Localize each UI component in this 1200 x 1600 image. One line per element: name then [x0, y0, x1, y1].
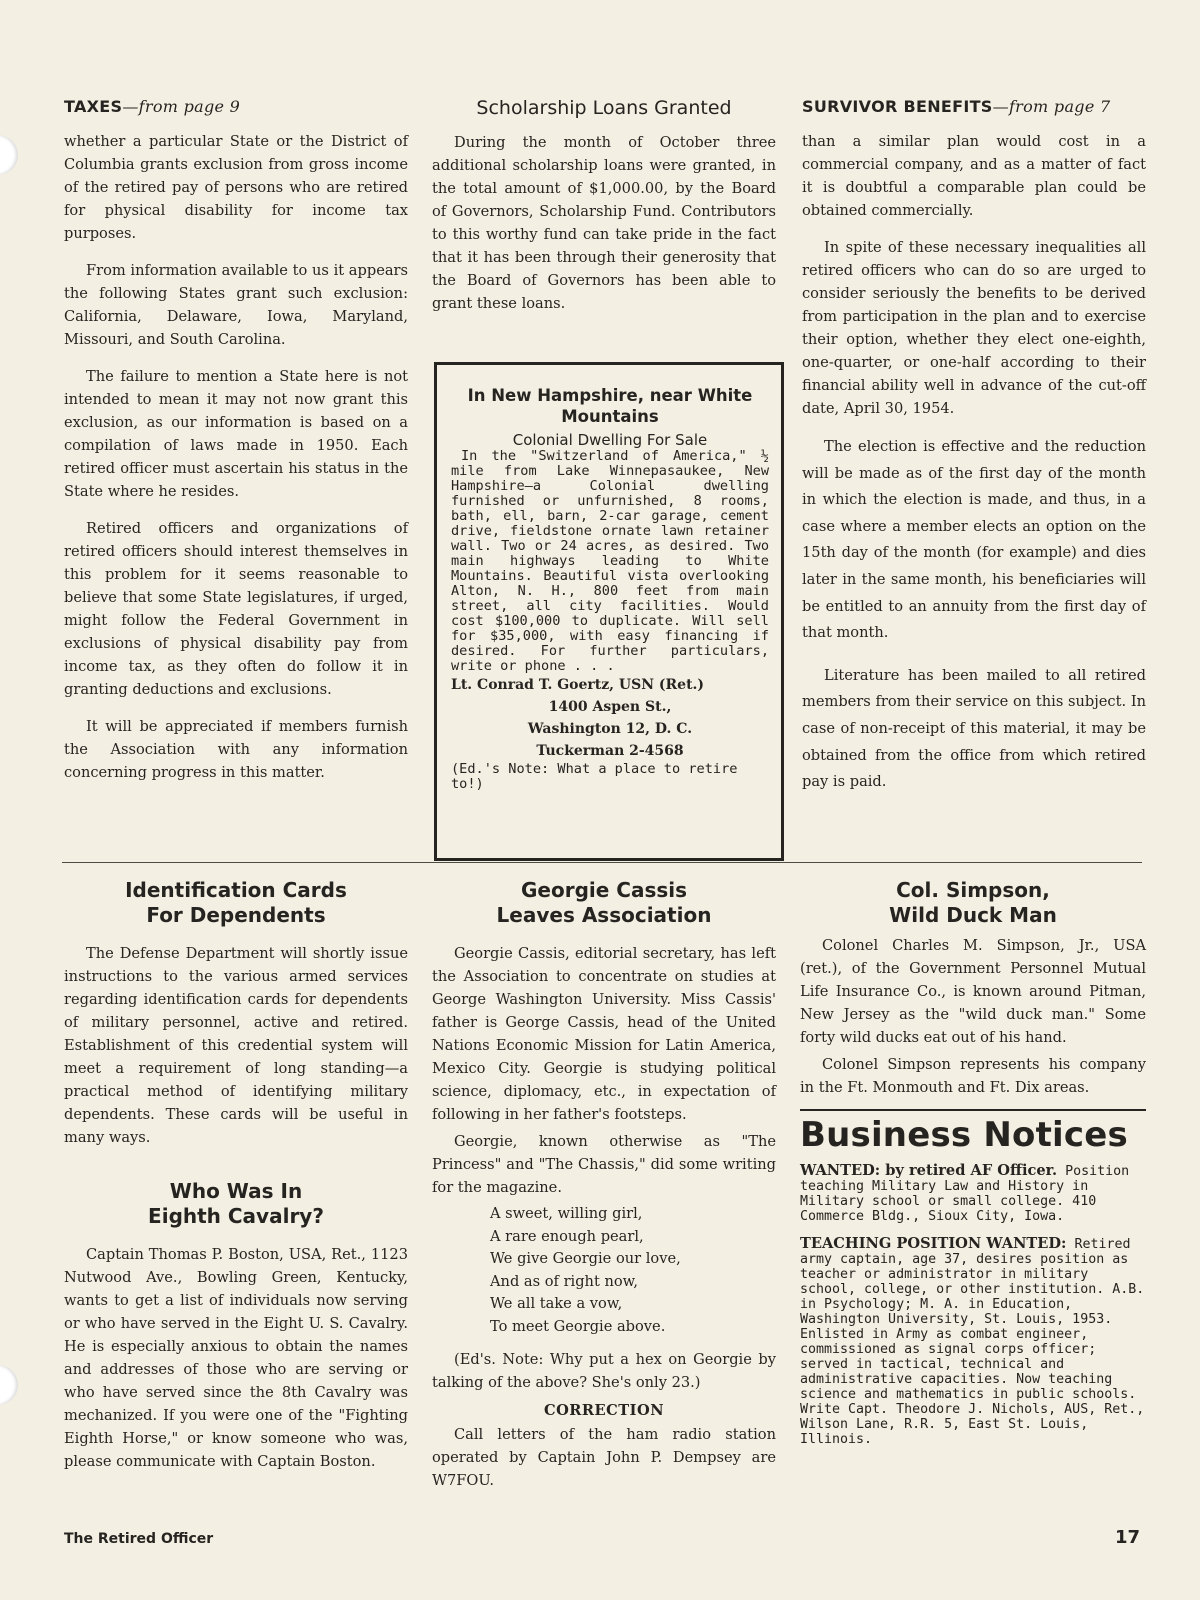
simpson-title	[800, 878, 1146, 928]
publication-name: The Retired Officer	[64, 1531, 214, 1547]
taxes-paragraph: From information available to us it appears the following States grant such exclusion: California, Delaware, Iowa, Maryland, Missouri, and South Carolina.	[64, 262, 408, 348]
business-notices-title: Business Notices	[800, 1109, 1146, 1155]
business-notice-lead: TEACHING POSITION WANTED:	[800, 1235, 1067, 1252]
scholarship-column	[432, 97, 776, 329]
survivor-paragraph: than a similar plan would cost in a commercial company, and as a matter of fact it is doubtful a comparable plan could be obtained commercially.	[802, 133, 1146, 219]
ad-contact-name: Lt. Conrad T. Goertz, USN (Ret.)	[451, 677, 705, 693]
survivor-paragraph: The election is effective and the reduction will be made as of the first day of the month in which the election is made, and thus, in a case where a member elects an option on the 15th day of the month (for example) and dies later in the same month, his beneficiaries will be entitled to an annuity from the first day of that month.	[802, 438, 1146, 642]
survivor-kicker	[802, 97, 1146, 116]
id-cards-title-line: Identification Cards	[125, 878, 347, 902]
scholarship-title: Scholarship Loans Granted	[476, 97, 732, 119]
simpson-title-line: Wild Duck Man	[889, 903, 1057, 927]
taxes-paragraph: It will be appreciated if members furnish the Association with any information concerning progress in this matter.	[64, 718, 408, 781]
business-notice-body: Retired army captain, age 37, desires position as teacher or administrator in military school, college, or other institution. A.B. in Psychology; M. A. in Education, Washington University, St. Louis, 1953. Enlisted in Army as combat engineer, commissioned as signal corps officer; served in tactical, technical and administrative capacities. Now teaching science and mathematics in public schools. Write Capt. Theodore J. Nichols, AUS, Ret., Wilson Lane, R.R. 5, East St. Louis, Illinois.	[800, 1237, 1145, 1447]
binder-hole	[0, 1365, 18, 1405]
survivor-column	[802, 97, 1146, 812]
survivor-paragraph: Literature has been mailed to all retired members from their service on this subject. In case of non-receipt of this material, it may be obtained from the office from which retired pay is paid.	[802, 666, 1146, 791]
poem-line: We give Georgie our love,	[490, 1250, 681, 1267]
cassis-poem	[432, 1203, 776, 1338]
cassis-column	[432, 878, 776, 1506]
ad-body: In the "Switzerland of America," ½ mile from Lake Winnepasaukee, New Hampshire—a Colonial dwelling furnished or unfurnished, 8 rooms, bath, ell, barn, 2-car garage, cement drive, fieldstone ornate lawn retainer wall. Two or 24 acres, as desired. Two main highways leading to White Mountains. Beautiful vista overlooking Alton, N. H., 800 feet from main street, all city facilities. Would cost $100,000 to duplicate. Will sell for $35,000, with easy financing if desired. For further particulars, write or phone . . .	[451, 448, 769, 674]
taxes-paragraph: Retired officers and organizations of retired officers should interest themselves in this problem for it seems reasonable to believe that some State legislatures, if urged, might follow the Federal Government in exclusions of physical disability pay from income tax, as they often do follow it in granting deductions and exclusions.	[64, 520, 408, 698]
survivor-from-page: —from page 7	[992, 97, 1111, 116]
poem-line: We all take a vow,	[490, 1295, 623, 1312]
simpson-paragraph: Colonel Charles M. Simpson, Jr., USA (ret.), of the Government Personnel Mutual Life Insurance Co., is known around Pitman, New Jersey as the "wild duck man." Some forty wild ducks eat out of his hand.	[800, 937, 1146, 1046]
poem-line: And as of right now,	[490, 1272, 639, 1290]
taxes-from-page: —from page 9	[122, 97, 241, 116]
poem-line: A sweet, willing girl,	[490, 1205, 643, 1222]
id-cards-title-line: For Dependents	[146, 903, 326, 927]
survivor-label: SURVIVOR BENEFITS	[802, 97, 993, 116]
id-cards-column	[64, 878, 408, 1487]
business-notice	[800, 1236, 1146, 1447]
simpson-title-line: Col. Simpson,	[896, 878, 1050, 902]
scholarship-paragraph: During the month of October three additional scholarship loans were granted, in the total amount of $1,000.00, by the Board of Governors, Scholarship Fund. Contributors to this worthy fund can take pride in the fact that it has been through their generosity that the Board of Governors has been able to grant these loans.	[432, 134, 776, 312]
correction-paragraph: Call letters of the ham radio station operated by Captain John P. Dempsey are W7FOU.	[432, 1426, 776, 1489]
taxes-column	[64, 97, 408, 798]
taxes-kicker	[64, 97, 408, 116]
cassis-paragraph: Georgie Cassis, editorial secretary, has left the Association to concentrate on studies at George Washington University. Miss Cassis' father is George Cassis, head of the United Nations Economic Mission for Latin America, Mexico City. Georgie is studying political science, diplomacy, etc., in expectation of following in her father's footsteps.	[432, 945, 776, 1123]
taxes-paragraph: The failure to mention a State here is not intended to mean it may not now grant this exclusion, as our information is based on a compilation of laws made in 1950. Each retired officer must ascertain his status in the State where he resides.	[64, 368, 408, 500]
correction-heading: CORRECTION	[543, 1402, 665, 1419]
poem-line: To meet Georgie above.	[490, 1317, 666, 1335]
ad-address-line: Washington 12, D. C.	[527, 721, 693, 737]
cavalry-title-line: Eighth Cavalry?	[148, 1204, 324, 1228]
ad-headline: In New Hampshire, near White Mountains	[467, 386, 753, 426]
simpson-column	[800, 878, 1146, 1459]
business-notice	[800, 1163, 1146, 1224]
id-cards-paragraph: The Defense Department will shortly issue instructions to the various armed services regarding identification cards for dependents of military personnel, active and retired. Establishment of this credential system will meet a requirement of long standing—a practical method of identifying military dependents. These cards will be useful in many ways.	[64, 945, 408, 1146]
cavalry-title	[64, 1179, 408, 1229]
taxes-paragraph: whether a particular State or the District of Columbia grants exclusion from gross income of the retired pay of persons who are retired for physical disability for income tax purposes.	[64, 133, 408, 242]
survivor-paragraph: In spite of these necessary inequalities all retired officers who can do so are urged to consider seriously the benefits to be derived from participation in the plan and to exercise their option, whether they elect one-eighth, one-quarter, or one-half according to their financial ability well in advance of the cut-off date, April 30, 1954.	[802, 239, 1146, 417]
cassis-editor-note: (Ed's. Note: Why put a hex on Georgie by talking of the above? She's only 23.)	[432, 1351, 776, 1391]
section-divider	[62, 862, 1142, 863]
ad-editor-note: (Ed.'s Note: What a place to retire to!)	[451, 761, 738, 792]
ad-phone: Tuckerman 2-4568	[536, 743, 684, 759]
ad-address-line: 1400 Aspen St.,	[548, 699, 672, 715]
cassis-paragraph: Georgie, known otherwise as "The Princess" and "The Chassis," did some writing for the magazine.	[432, 1133, 776, 1196]
cassis-title-line: Leaves Association	[496, 903, 712, 927]
binder-hole	[0, 135, 18, 175]
cassis-title-line: Georgie Cassis	[520, 878, 688, 902]
ad-subhead: Colonial Dwelling For Sale	[512, 431, 708, 449]
business-notice-body: Position teaching Military Law and History in Military school or small college. 410 Commerce Bldg., Sioux City, Iowa.	[800, 1164, 1130, 1224]
cassis-title	[432, 878, 776, 928]
taxes-label: TAXES	[64, 97, 123, 116]
simpson-paragraph: Colonel Simpson represents his company in the Ft. Monmouth and Ft. Dix areas.	[800, 1056, 1146, 1096]
poem-line: A rare enough pearl,	[490, 1227, 644, 1245]
cavalry-paragraph: Captain Thomas P. Boston, USA, Ret., 1123 Nutwood Ave., Bowling Green, Kentucky, wants to get a list of individuals now serving or who have served in the Eight U. S. Cavalry. He is especially anxious to obtain the names and addresses of those who are serving or who have served since the 8th Cavalry was mechanized. If you were one of the "Fighting Eighth Horse," or know someone who was, please communicate with Captain Boston.	[64, 1246, 408, 1470]
cavalry-title-line: Who Was In	[169, 1179, 303, 1203]
page-number: 17	[1114, 1527, 1140, 1548]
real-estate-ad	[434, 362, 784, 861]
business-notice-lead: WANTED: by retired AF Officer.	[800, 1162, 1058, 1179]
id-cards-title	[64, 878, 408, 928]
